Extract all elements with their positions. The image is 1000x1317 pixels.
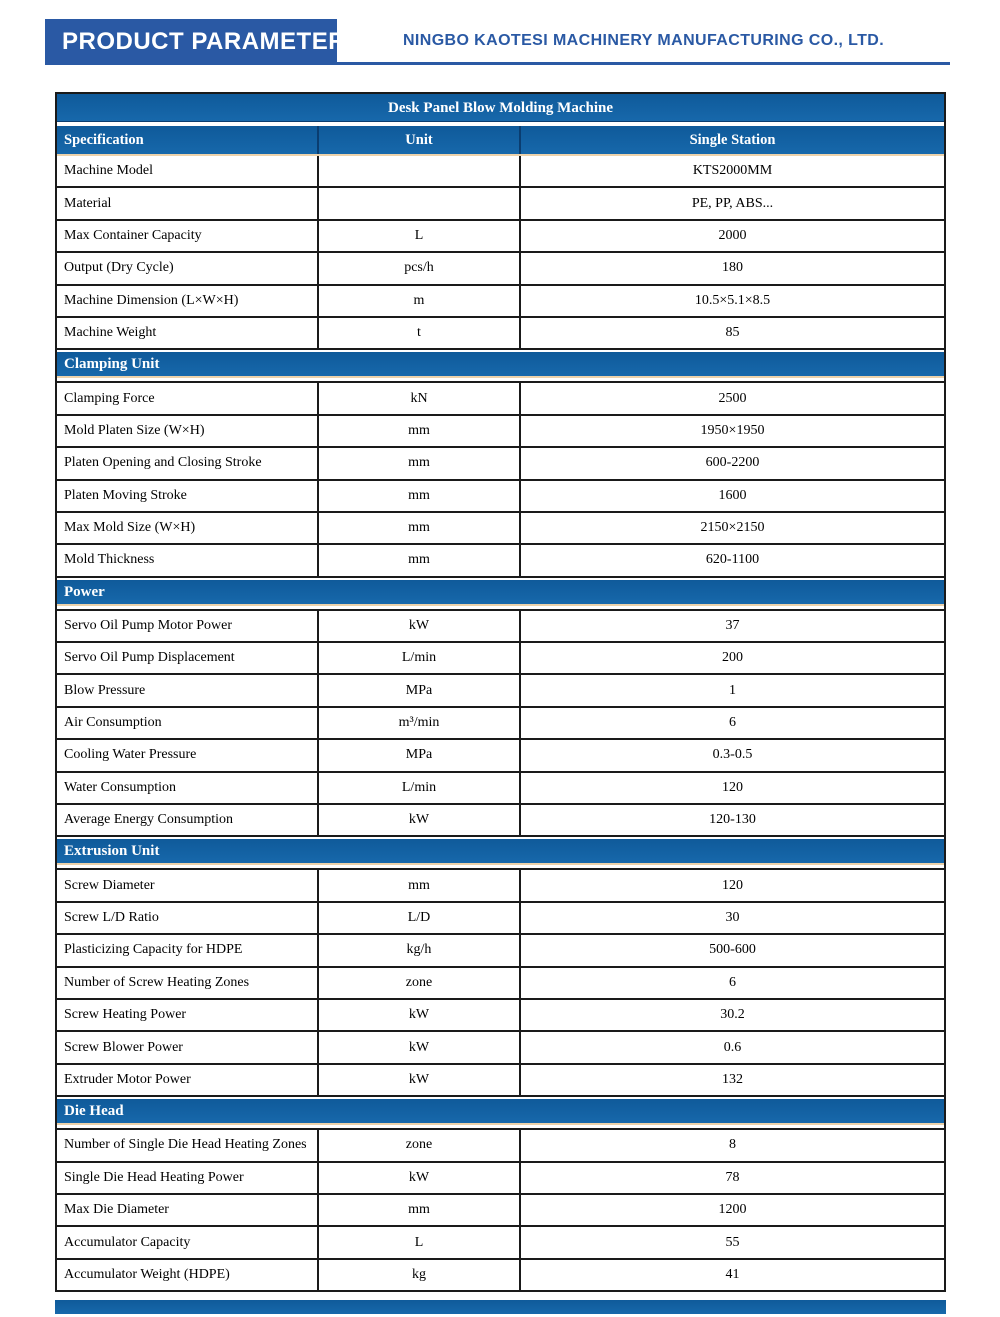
- table-row: [57, 1030, 944, 1062]
- value-cell: 10.5×5.1×8.5: [519, 286, 944, 316]
- unit-cell: m: [317, 286, 519, 316]
- value-cell: 55: [519, 1227, 944, 1257]
- table-row: [57, 706, 944, 738]
- section-rows: [57, 609, 944, 836]
- table-row: [57, 803, 944, 835]
- table-row: [57, 381, 944, 413]
- section-rows: [57, 868, 944, 1095]
- value-cell: 1200: [519, 1195, 944, 1225]
- page-title: PRODUCT PARAMETER: [62, 28, 347, 55]
- value-cell: 78: [519, 1163, 944, 1193]
- section-bar-wrap: [57, 835, 944, 868]
- table-row: [57, 446, 944, 478]
- section-rows: [57, 381, 944, 575]
- table-title: Desk Panel Blow Molding Machine: [57, 94, 944, 122]
- unit-cell: mm: [317, 1195, 519, 1225]
- value-cell: 120-130: [519, 805, 944, 835]
- column-header-row: [57, 126, 944, 156]
- value-cell: 620-1100: [519, 545, 944, 575]
- unit-cell: L/D: [317, 903, 519, 933]
- spec-cell: Machine Model: [64, 163, 154, 179]
- value-cell: 41: [519, 1260, 944, 1290]
- table-row: [57, 284, 944, 316]
- unit-cell: kN: [317, 383, 519, 413]
- table-row: [57, 251, 944, 283]
- spec-cell: Material: [64, 195, 112, 211]
- unit-cell: L: [317, 1227, 519, 1257]
- table-row: [57, 901, 944, 933]
- bottom-accent-bar: [55, 1300, 946, 1314]
- spec-cell: Machine Dimension (L×W×H): [64, 292, 239, 308]
- spec-cell: Max Container Capacity: [64, 227, 202, 243]
- unit-cell: kW: [317, 1163, 519, 1193]
- table-row: [57, 414, 944, 446]
- unit-cell: MPa: [317, 740, 519, 770]
- unit-cell: [317, 156, 519, 186]
- spec-cell: Average Energy Consumption: [64, 812, 234, 828]
- table-row: [57, 1193, 944, 1225]
- unit-cell: mm: [317, 416, 519, 446]
- unit-cell: kW: [317, 1065, 519, 1095]
- value-cell: 132: [519, 1065, 944, 1095]
- section-bar-wrap: [57, 1095, 944, 1128]
- spec-cell: Extruder Motor Power: [64, 1071, 191, 1087]
- spec-cell: Machine Weight: [64, 325, 157, 341]
- spec-cell: Accumulator Capacity: [64, 1234, 191, 1250]
- unit-cell: m³/min: [317, 708, 519, 738]
- spec-cell: Water Consumption: [64, 779, 177, 795]
- value-cell: 0.6: [519, 1032, 944, 1062]
- unit-cell: kW: [317, 1032, 519, 1062]
- value-cell: 1: [519, 675, 944, 705]
- unit-cell: mm: [317, 870, 519, 900]
- value-cell: KTS2000MM: [519, 156, 944, 186]
- unit-cell: mm: [317, 481, 519, 511]
- unit-cell: kg/h: [317, 935, 519, 965]
- spec-cell: Plasticizing Capacity for HDPE: [64, 942, 243, 958]
- table-row: [57, 609, 944, 641]
- section-title: Clamping Unit: [57, 352, 944, 378]
- spec-table: [55, 92, 946, 1292]
- section-title: Extrusion Unit: [57, 839, 944, 865]
- value-cell: 2500: [519, 383, 944, 413]
- value-cell: PE, PP, ABS...: [519, 188, 944, 218]
- spec-cell: Max Die Diameter: [64, 1202, 169, 1218]
- value-cell: 2150×2150: [519, 513, 944, 543]
- value-cell: 180: [519, 253, 944, 283]
- table-row: [57, 156, 944, 186]
- table-row: [57, 316, 944, 348]
- section-title: Power: [57, 580, 944, 606]
- spec-cell: Cooling Water Pressure: [64, 747, 197, 763]
- spec-cell: Mold Platen Size (W×H): [64, 422, 205, 438]
- value-cell: 120: [519, 773, 944, 803]
- spec-cell: Single Die Head Heating Power: [64, 1169, 244, 1185]
- section-bar-wrap: [57, 576, 944, 609]
- spec-cell: Mold Thickness: [64, 552, 155, 568]
- value-cell: 8: [519, 1130, 944, 1160]
- table-row: [57, 998, 944, 1030]
- unit-cell: mm: [317, 513, 519, 543]
- table-row: [57, 868, 944, 900]
- unit-cell: mm: [317, 448, 519, 478]
- table-row: [57, 219, 944, 251]
- table-row: [57, 1161, 944, 1193]
- table-row: [57, 1258, 944, 1290]
- spec-cell: Accumulator Weight (HDPE): [64, 1266, 230, 1282]
- unit-cell: zone: [317, 968, 519, 998]
- page-title-box: [45, 19, 347, 65]
- section-title: Die Head: [57, 1099, 944, 1125]
- value-cell: 0.3-0.5: [519, 740, 944, 770]
- column-header-specification: Specification: [57, 126, 317, 154]
- unit-cell: kW: [317, 1000, 519, 1030]
- table-row: [57, 933, 944, 965]
- spec-cell: Screw Diameter: [64, 877, 155, 893]
- value-cell: 500-600: [519, 935, 944, 965]
- unit-cell: kW: [317, 611, 519, 641]
- spec-cell: Screw Heating Power: [64, 1007, 187, 1023]
- table-row: [57, 673, 944, 705]
- column-header-unit: Unit: [317, 126, 519, 154]
- spec-cell: Number of Screw Heating Zones: [64, 974, 250, 990]
- spec-cell: Platen Moving Stroke: [64, 487, 187, 503]
- section-bar-wrap: [57, 348, 944, 381]
- header-underline: [337, 62, 950, 65]
- value-cell: 200: [519, 643, 944, 673]
- unit-cell: [317, 188, 519, 218]
- value-cell: 2000: [519, 221, 944, 251]
- value-cell: 1600: [519, 481, 944, 511]
- value-cell: 30: [519, 903, 944, 933]
- spec-cell: Max Mold Size (W×H): [64, 520, 196, 536]
- unit-cell: L/min: [317, 773, 519, 803]
- unit-cell: kg: [317, 1260, 519, 1290]
- unit-cell: L/min: [317, 643, 519, 673]
- spec-cell: Clamping Force: [64, 390, 155, 406]
- value-cell: 6: [519, 968, 944, 998]
- value-cell: 6: [519, 708, 944, 738]
- company-name: NINGBO KAOTESI MACHINERY MANUFACTURING CO., LTD.: [402, 31, 885, 49]
- unit-cell: mm: [317, 545, 519, 575]
- value-cell: 37: [519, 611, 944, 641]
- column-header-single-station: Single Station: [519, 126, 944, 154]
- value-cell: 1950×1950: [519, 416, 944, 446]
- section-rows: [57, 156, 944, 348]
- unit-cell: t: [317, 318, 519, 348]
- unit-cell: zone: [317, 1130, 519, 1160]
- value-cell: 30.2: [519, 1000, 944, 1030]
- value-cell: 600-2200: [519, 448, 944, 478]
- spec-cell: Screw Blower Power: [64, 1039, 183, 1055]
- table-row: [57, 771, 944, 803]
- table-row: [57, 479, 944, 511]
- spec-cell: Blow Pressure: [64, 682, 146, 698]
- spec-cell: Platen Opening and Closing Stroke: [64, 455, 262, 471]
- table-body: [57, 156, 944, 1290]
- table-row: [57, 1225, 944, 1257]
- value-cell: 85: [519, 318, 944, 348]
- spec-cell: Screw L/D Ratio: [64, 910, 159, 925]
- spec-cell: Number of Single Die Head Heating Zones: [64, 1137, 307, 1153]
- spec-cell: Servo Oil Pump Motor Power: [64, 617, 232, 633]
- spec-cell: Servo Oil Pump Displacement: [64, 650, 235, 666]
- table-row: [57, 966, 944, 998]
- table-row: [57, 738, 944, 770]
- table-row: [57, 1128, 944, 1160]
- unit-cell: MPa: [317, 675, 519, 705]
- unit-cell: pcs/h: [317, 253, 519, 283]
- table-row: [57, 186, 944, 218]
- value-cell: 120: [519, 870, 944, 900]
- spec-cell: Output (Dry Cycle): [64, 260, 174, 276]
- unit-cell: kW: [317, 805, 519, 835]
- section-rows: [57, 1128, 944, 1290]
- table-row: [57, 511, 944, 543]
- table-row: [57, 641, 944, 673]
- table-row: [57, 543, 944, 575]
- unit-cell: L: [317, 221, 519, 251]
- spec-cell: Air Consumption: [64, 715, 162, 731]
- table-row: [57, 1063, 944, 1095]
